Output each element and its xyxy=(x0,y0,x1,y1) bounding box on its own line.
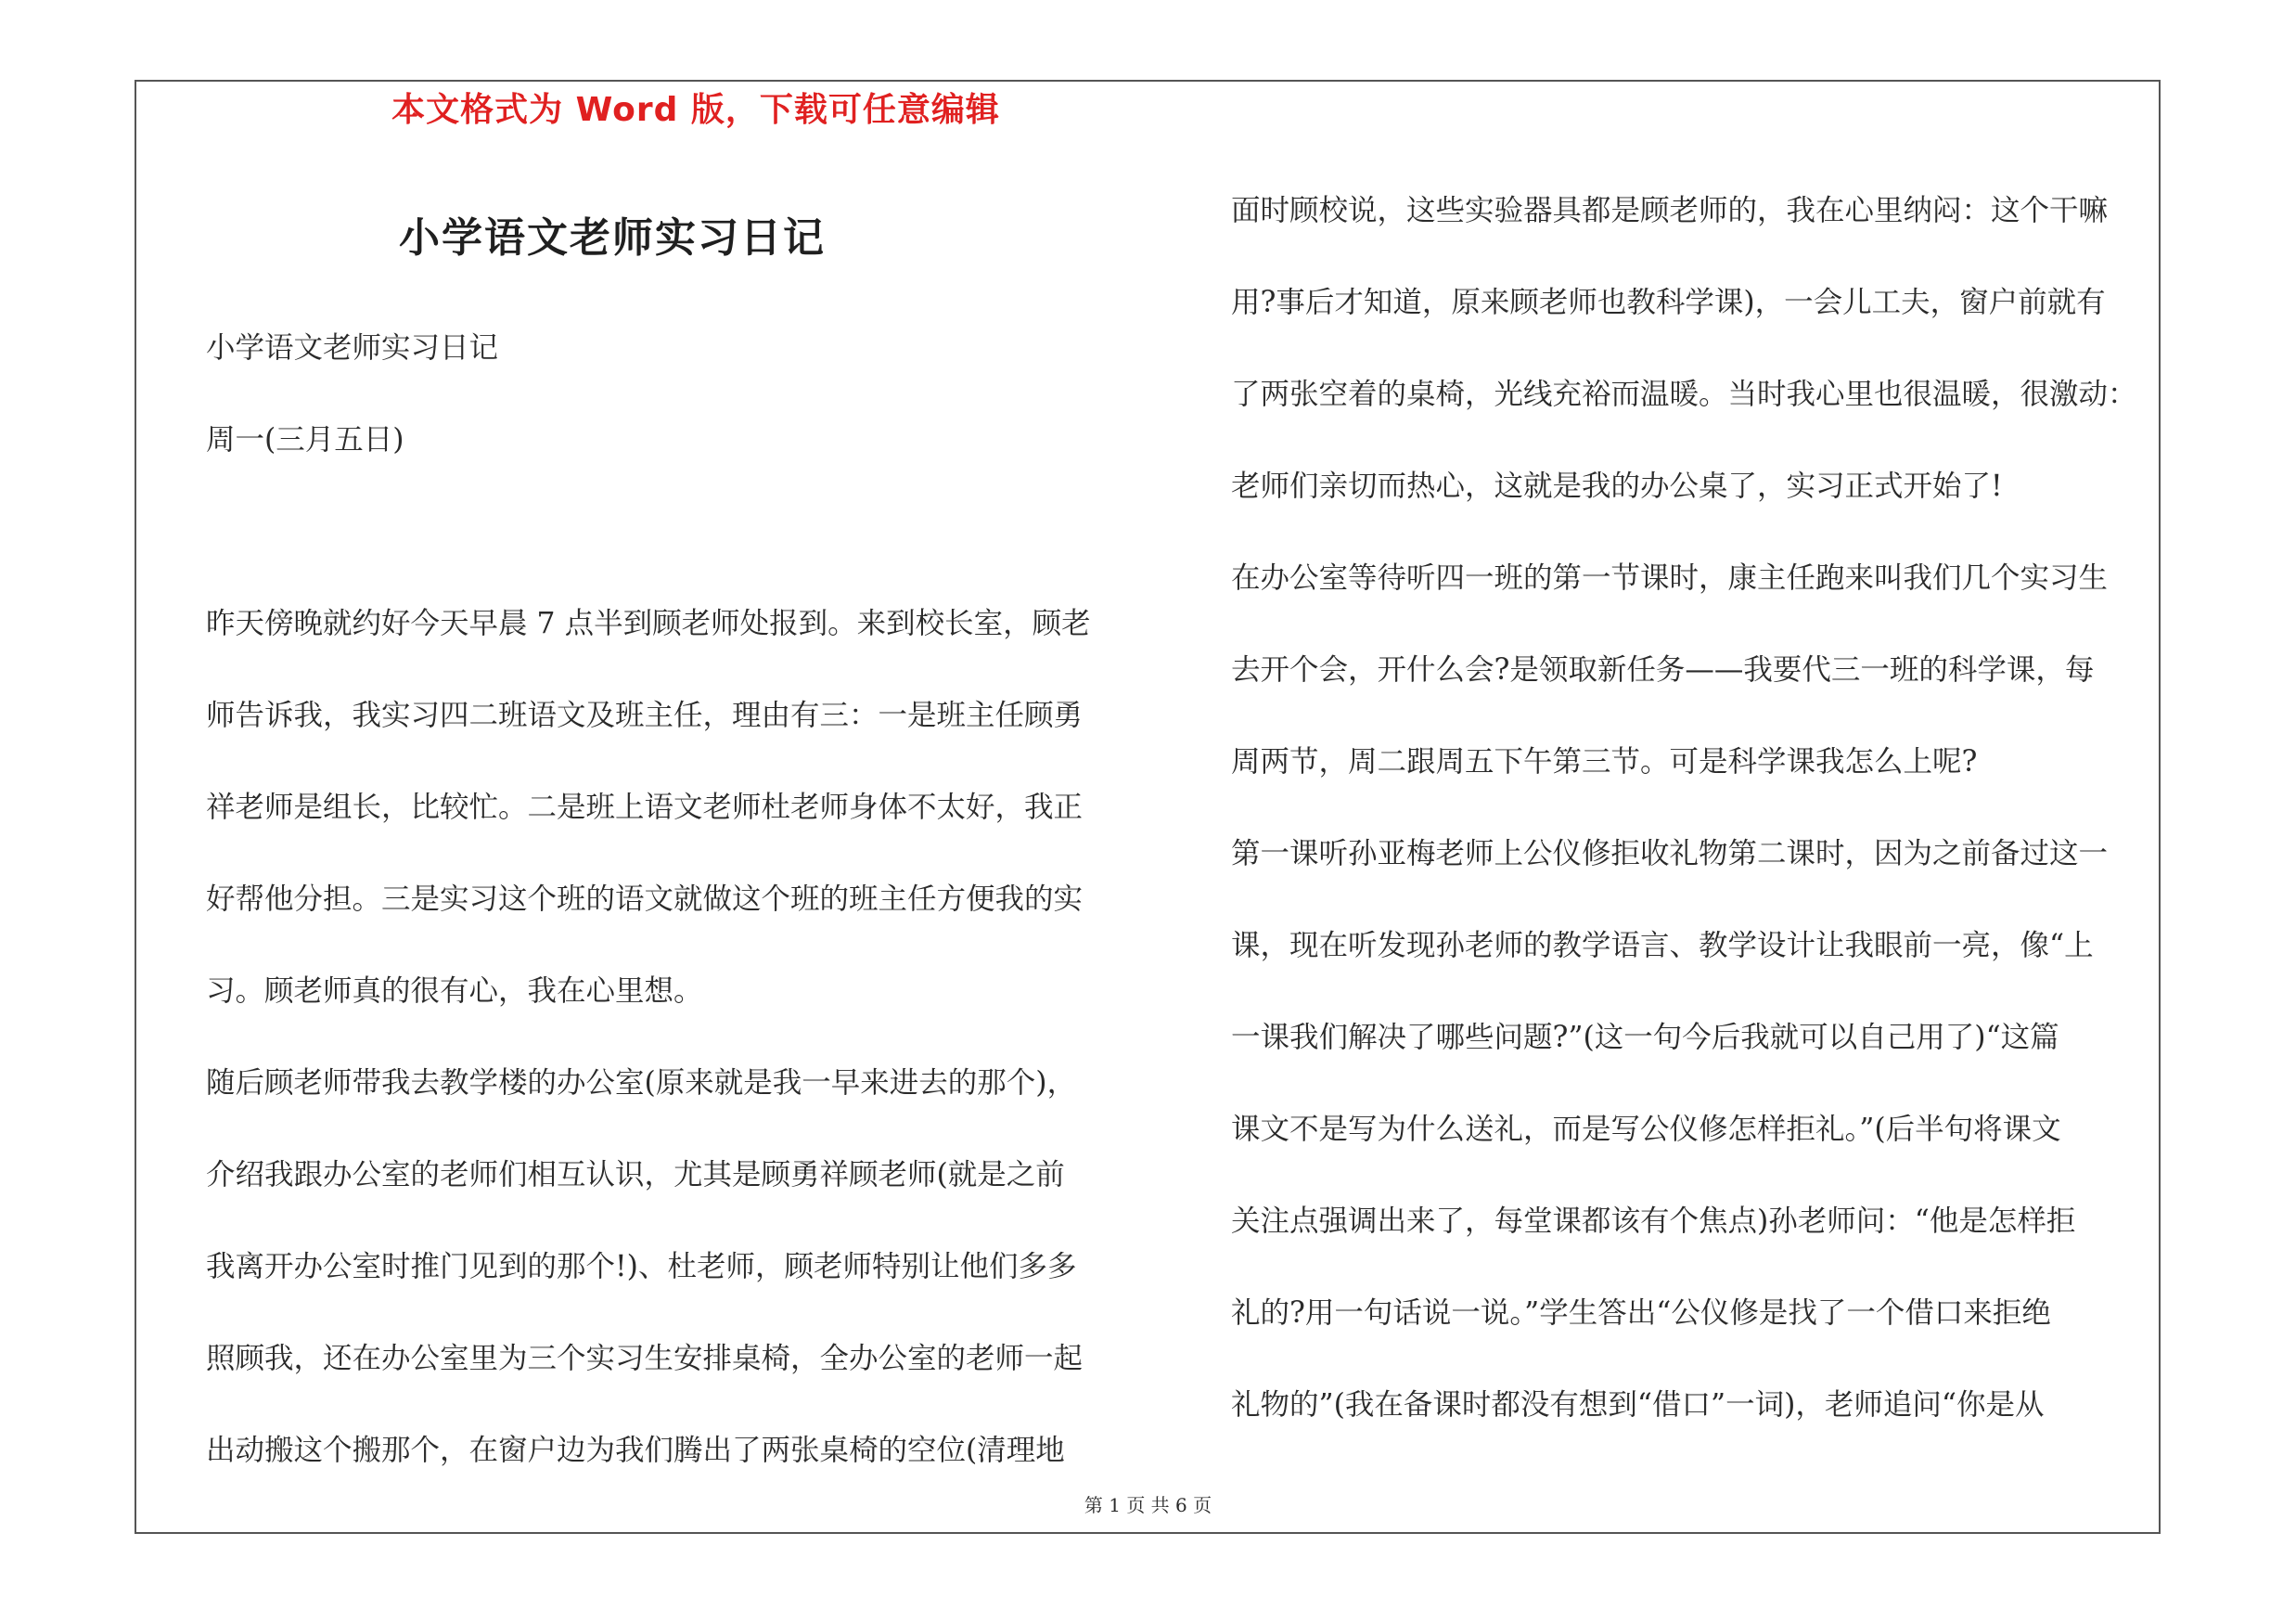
paragraph-line: 周一(三月五日) xyxy=(206,423,404,457)
blank-line xyxy=(206,486,1091,578)
paragraph-line: 我离开办公室时推门见到的那个!)、杜老师，顾老师特别让他们多多 xyxy=(206,1250,1077,1283)
paragraph-line: 礼的?用一句话说一说。”学生答出“公仪修是找了一个借口来拒绝 xyxy=(1231,1296,2051,1330)
paragraph-line: 课文不是写为什么送礼，而是写公仪修怎样拒礼。”(后半句将课文 xyxy=(1231,1113,2061,1146)
paragraph-line: 照顾我，还在办公室里为三个实习生安排桌椅，全办公室的老师一起 xyxy=(206,1342,1084,1375)
banner-word: Word xyxy=(575,91,679,129)
right-column xyxy=(1231,165,2137,1451)
banner-suffix: 版，下载可任意编辑 xyxy=(678,91,1000,129)
paragraph-line: 周两节，周二跟周五下午第三节。可是科学课我怎么上呢? xyxy=(1231,745,1978,779)
paragraph-line: 师告诉我，我实习四二班语文及班主任，理由有三：一是班主任顾勇 xyxy=(206,699,1084,732)
paragraph-line: 去开个会，开什么会?是领取新任务——我要代三一班的科学课，每 xyxy=(1231,653,2095,687)
paragraph-line: 昨天傍晚就约好今天早晨 7 点半到顾老师处报到。来到校长室，顾老 xyxy=(206,607,1091,640)
paragraph-line: 用?事后才知道，原来顾老师也教科学课)，一会儿工夫，窗户前就有 xyxy=(1231,286,2106,319)
paragraph-line: 祥老师是组长，比较忙。二是班上语文老师杜老师身体不太好，我正 xyxy=(206,791,1084,824)
paragraph-line: 关注点强调出来了，每堂课都该有个焦点)孙老师问：“他是怎样拒 xyxy=(1231,1204,2076,1238)
paragraph-line: 课，现在听发现孙老师的教学语言、教学设计让我眼前一亮，像“上 xyxy=(1231,929,2094,962)
editable-banner xyxy=(0,84,1392,131)
paragraph-line: 出动搬这个搬那个，在窗户边为我们腾出了两张桌椅的空位(清理地 xyxy=(206,1434,1065,1467)
document-title: 小学语文老师实习日记 xyxy=(399,214,826,262)
paragraph-line: 第一课听孙亚梅老师上公仪修拒收礼物第二课时，因为之前备过这一 xyxy=(1231,837,2109,870)
banner-prefix: 本文格式为 xyxy=(391,91,576,129)
paragraph-line: 了两张空着的桌椅，光线充裕而温暖。当时我心里也很温暖，很激动： xyxy=(1231,378,2137,411)
page-number: 第 1 页 共 6 页 xyxy=(1084,1494,1212,1516)
paragraph-line: 礼物的”(我在备课时都没有想到“借口”一词)，老师追问“你是从 xyxy=(1231,1388,2045,1422)
paragraph-line: 介绍我跟办公室的老师们相互认识，尤其是顾勇祥顾老师(就是之前 xyxy=(206,1158,1065,1191)
paragraph-line: 在办公室等待听四一班的第一节课时，康主任跑来叫我们几个实习生 xyxy=(1231,561,2109,595)
paragraph-line: 老师们亲切而热心，这就是我的办公桌了，实习正式开始了! xyxy=(1231,470,2003,503)
paragraph-line: 一课我们解决了哪些问题?”(这一句今后我就可以自己用了)“这篇 xyxy=(1231,1021,2059,1054)
paragraph-line: 随后顾老师带我去教学楼的办公室(原来就是我一早来进去的那个)， xyxy=(206,1066,1077,1100)
left-column xyxy=(206,303,1091,1497)
paragraph-line: 面时顾校说，这些实验器具都是顾老师的，我在心里纳闷：这个干嘛 xyxy=(1231,194,2109,227)
paragraph-line: 好帮他分担。三是实习这个班的语文就做这个班的班主任方便我的实 xyxy=(206,882,1084,916)
paragraph-line: 习。顾老师真的很有心，我在心里想。 xyxy=(206,974,703,1008)
paragraph-line: 小学语文老师实习日记 xyxy=(206,331,499,365)
